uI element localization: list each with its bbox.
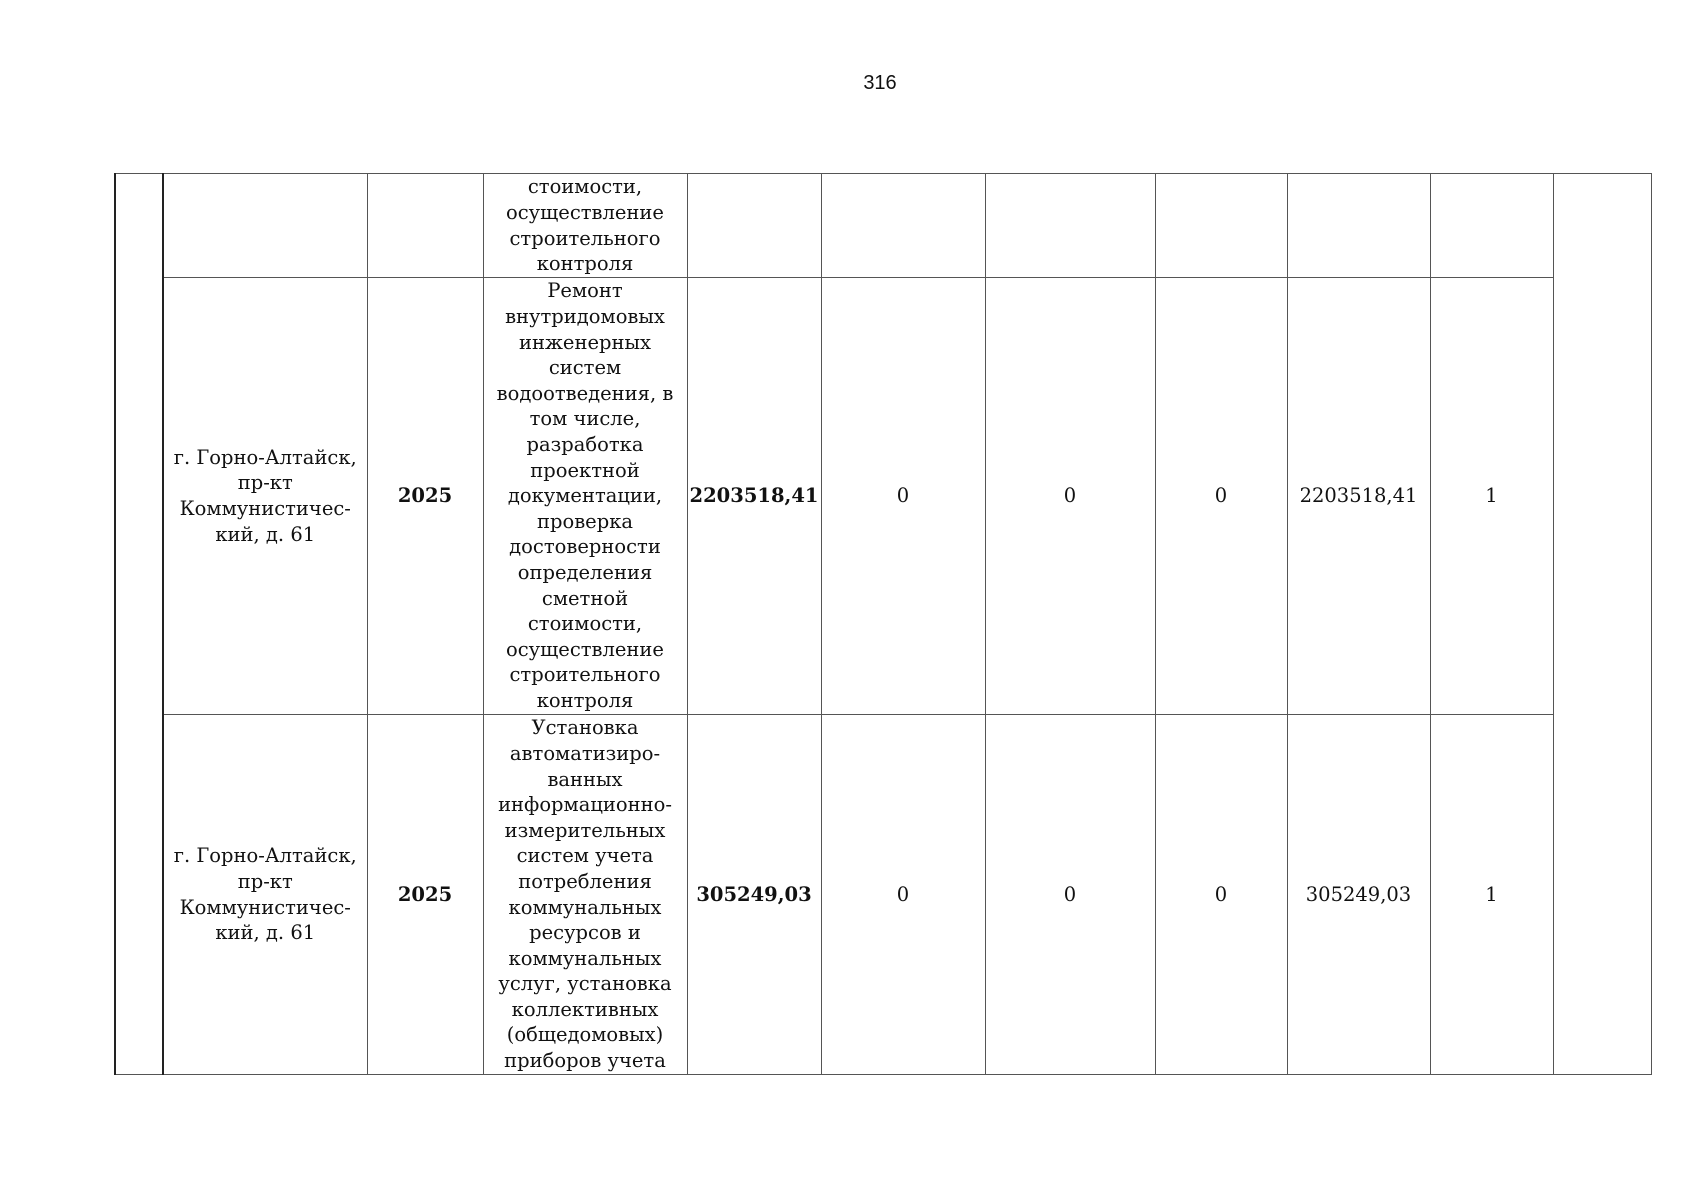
value-cell: 0	[1155, 715, 1287, 1075]
repair-program-table	[114, 173, 1652, 1075]
value-cell: 0	[985, 715, 1155, 1075]
value-cell: 305249,03	[1287, 715, 1430, 1075]
address-cell: г. Горно-Алтайск, пр-кт Коммунистичес- кий, д. 61	[163, 715, 367, 1075]
value-cell: 2203518,41	[1287, 278, 1430, 715]
year-cell	[367, 174, 483, 278]
address-cell	[163, 174, 367, 278]
work-description-cell: стоимости, осуществление строительного контроля	[483, 174, 687, 278]
value-cell: 0	[821, 715, 985, 1075]
table-row	[115, 278, 1651, 715]
value-cell: 0	[985, 278, 1155, 715]
value-cell	[985, 174, 1155, 278]
total-cost-cell: 305249,03	[687, 715, 821, 1075]
table-row	[115, 715, 1651, 1075]
value-cell	[1155, 174, 1287, 278]
year-cell: 2025	[367, 715, 483, 1075]
year-cell: 2025	[367, 278, 483, 715]
value-cell: 0	[821, 278, 985, 715]
value-cell: 0	[1155, 278, 1287, 715]
table-row	[115, 174, 1651, 278]
value-cell	[1287, 174, 1430, 278]
value-cell	[1430, 174, 1553, 278]
row-number-cell	[115, 174, 163, 1075]
empty-cell	[1553, 174, 1651, 1075]
address-cell: г. Горно-Алтайск, пр-кт Коммунистичес- кий, д. 61	[163, 278, 367, 715]
page-number: 316	[863, 72, 897, 94]
total-cost-cell	[687, 174, 821, 278]
value-cell: 1	[1430, 715, 1553, 1075]
value-cell: 1	[1430, 278, 1553, 715]
work-description-cell: Ремонт внутридомовых инженерных систем водоотведения, в том числе, разработка проектной документации, проверка достоверности определения сметной стоимости, осуществление строительного контроля	[483, 278, 687, 715]
work-description-cell: Установка автоматизиро- ванных информационно- измерительных систем учета потребления коммунальных ресурсов и коммунальных услуг, установка коллективных (общедомовых) приборов учета	[483, 715, 687, 1075]
value-cell	[821, 174, 985, 278]
total-cost-cell: 2203518,41	[687, 278, 821, 715]
